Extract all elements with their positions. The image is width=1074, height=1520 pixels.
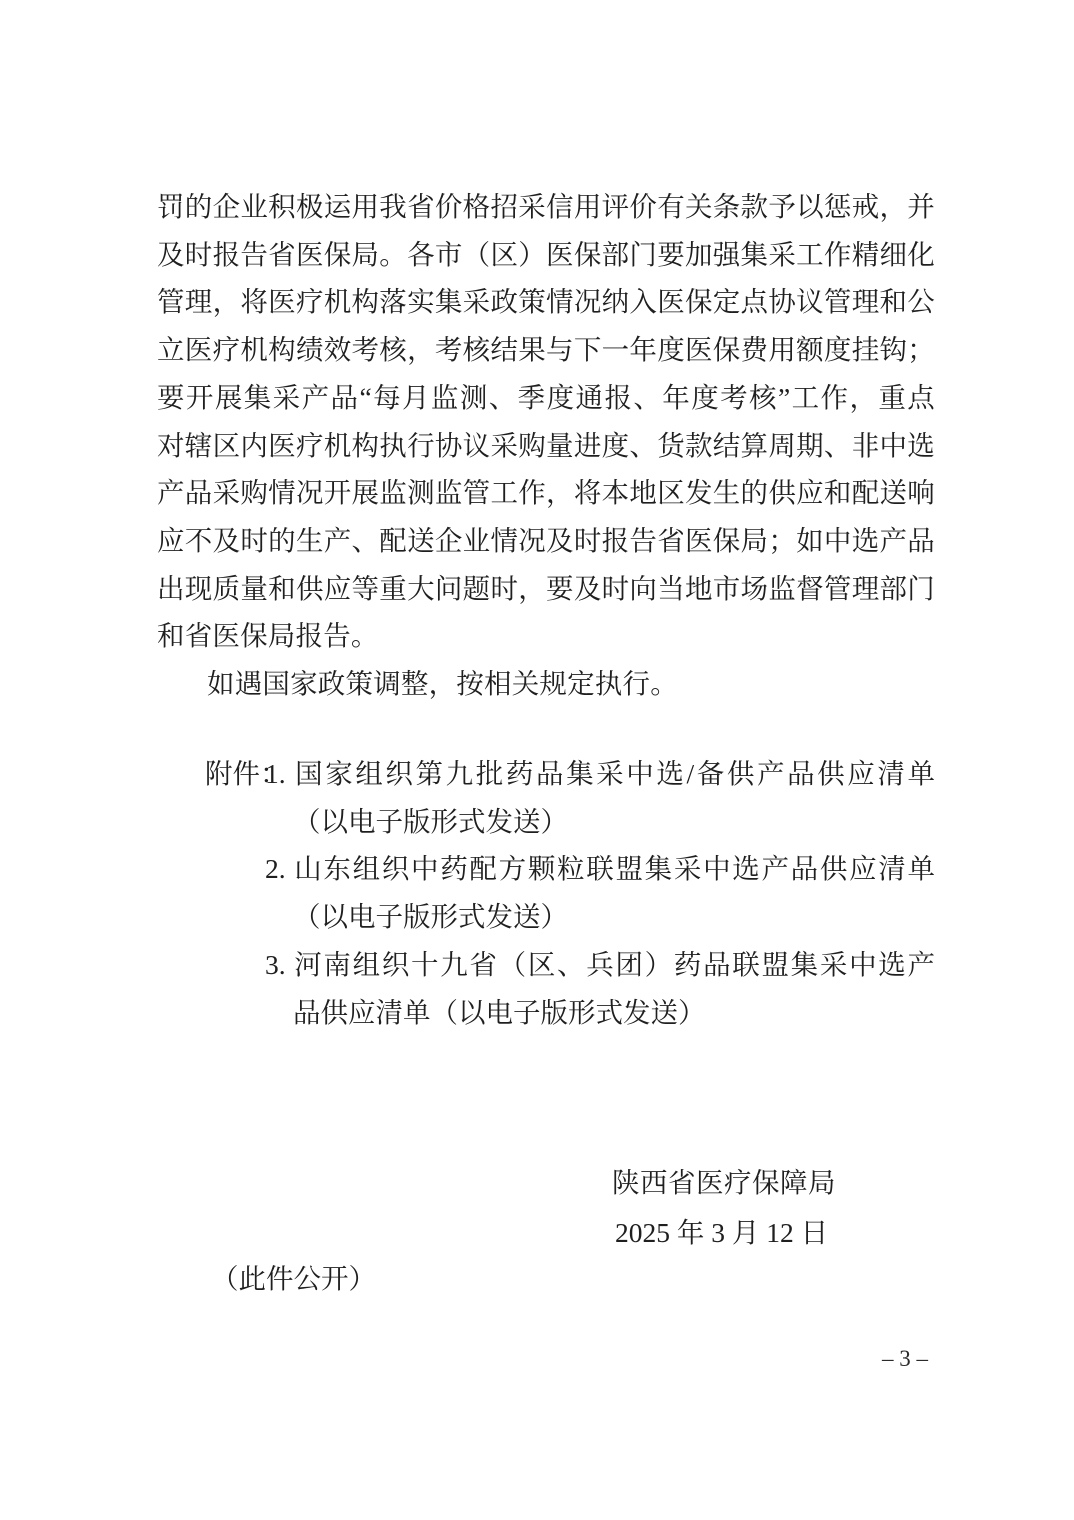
body-line: 应不及时的生产、配送企业情况及时报告省医保局；如中选产品: [157, 524, 935, 556]
body-paragraph: [157, 183, 935, 708]
attachment-item-line: 1. 国家组织第九批药品集采中选/备供产品供应清单: [265, 758, 935, 789]
body-line: 如遇国家政策调整，按相关规定执行。: [207, 668, 678, 700]
attachments-label: 附件：: [205, 758, 288, 789]
body-line: 对辖区内医疗机构执行协议采购量进度、货款结算周期、非中选: [157, 429, 935, 461]
attachments-list: [265, 750, 935, 1036]
signature-date: 2025 年 3 月 12 日: [615, 1217, 829, 1248]
attachment-item-line: 品供应清单（以电子版形式发送）: [293, 996, 706, 1028]
attachment-item-line: 3. 河南组织十九省（区、兵团）药品联盟集采中选产: [265, 948, 935, 980]
body-line: 出现质量和供应等重大问题时，要及时向当地市场监督管理部门: [157, 572, 935, 604]
body-line: 及时报告省医保局。各市（区）医保部门要加强集采工作精细化: [157, 238, 935, 270]
body-line: 要开展集采产品“每月监测、季度通报、年度考核”工作，重点: [157, 381, 935, 413]
body-line: 产品采购情况开展监测监管工作，将本地区发生的供应和配送响: [157, 477, 935, 509]
body-line: 立医疗机构绩效考核，考核结果与下一年度医保费用额度挂钩；: [157, 334, 935, 366]
attachment-item-line: 2. 山东组织中药配方颗粒联盟集采中选产品供应清单: [265, 853, 935, 885]
body-line: 罚的企业积极运用我省价格招采信用评价有关条款予以惩戒，并: [157, 191, 935, 222]
attachment-item-line: （以电子版形式发送）: [293, 901, 568, 933]
attachment-item-line: （以电子版形式发送）: [293, 805, 568, 837]
page-number: – 3 –: [882, 1346, 928, 1371]
signature-organization: 陕西省医疗保障局: [612, 1167, 836, 1198]
public-release-note: （此件公开）: [211, 1263, 376, 1294]
body-line: 管理，将医疗机构落实集采政策情况纳入医保定点协议管理和公: [157, 286, 935, 318]
body-line: 和省医保局报告。: [157, 620, 379, 652]
